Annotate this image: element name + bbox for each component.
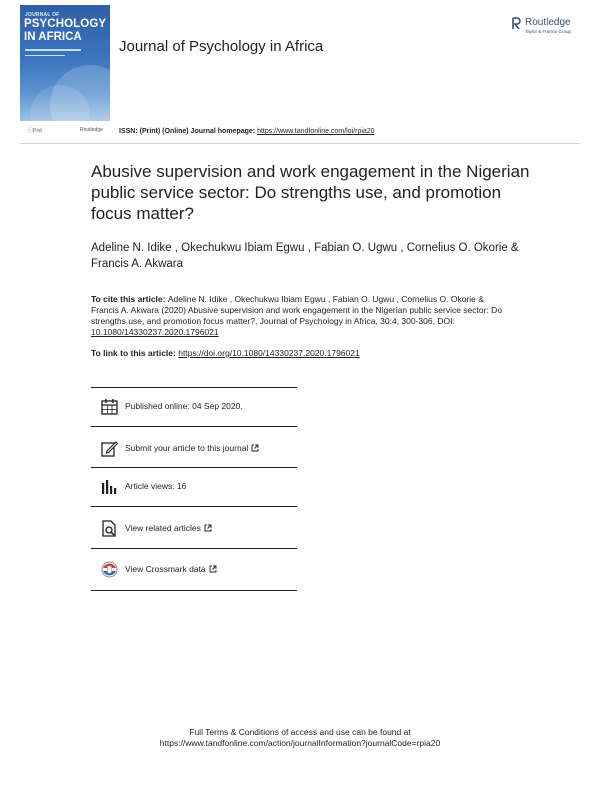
issn-label: ISSN: (Print) (Online) Journal homepage: <box>119 128 258 135</box>
publisher-name: Routledge <box>525 17 571 28</box>
article-link-line <box>91 348 360 358</box>
info-divider <box>91 548 297 549</box>
submit-article-row[interactable] <box>100 437 259 459</box>
cover-journal-of: JOURNAL OF <box>25 12 60 18</box>
crossmark-row[interactable] <box>100 558 217 580</box>
journal-homepage-link[interactable]: https://www.tandfonline.com/loi/rpia20 <box>257 128 375 135</box>
cover-rule <box>25 55 65 56</box>
terms-footer <box>0 727 600 749</box>
citation-text: Adeline N. Idike , Okechukwu Ibiam Egwu , Fabian O. Ugwu , Cornelius O. Okorie & Francis A. Akwara (2020) Abusive supervision and work engagement in the Nigerian public service sector: Do strengths use, and promotion focus matter?, Journal of Psychology in Africa, 30:4, 300-306, DOI: <box>91 294 503 326</box>
crossmark-icon <box>100 560 118 578</box>
cover-logo-left: ⓒPsd <box>28 128 42 134</box>
related-articles-row[interactable] <box>100 517 212 539</box>
edit-icon <box>100 439 118 457</box>
citation-block <box>91 294 511 338</box>
bar-chart-icon <box>100 477 118 495</box>
published-date: Published online: 04 Sep 2020. <box>125 401 243 411</box>
info-divider <box>91 426 297 427</box>
journal-cover-image <box>20 5 110 121</box>
footer-terms-link[interactable]: https://www.tandfonline.com/action/journalInformation?journalCode=rpia20 <box>159 738 441 748</box>
external-link-icon <box>209 565 217 573</box>
info-divider <box>91 387 297 388</box>
external-link-icon <box>204 524 212 532</box>
calendar-icon <box>100 397 118 415</box>
journal-title: Journal of Psychology in Africa <box>119 38 324 55</box>
cover-rule <box>25 49 81 51</box>
article-doi-url[interactable]: https://doi.org/10.1080/14330237.2020.1796021 <box>178 348 360 358</box>
article-title: Abusive supervision and work engagement in the Nigerian public service sector: Do strengths use, and promotion focus matter? <box>91 162 530 223</box>
article-views-row <box>100 475 186 497</box>
link-label: To link to this article: <box>91 348 179 358</box>
submit-article-link[interactable]: Submit your article to this journal <box>125 443 249 453</box>
article-views: Article views: 16 <box>125 481 187 491</box>
issn-line <box>119 128 375 135</box>
info-divider <box>91 467 297 468</box>
info-divider <box>91 506 297 507</box>
cover-title-line1: PSYCHOLOGY <box>24 18 107 30</box>
document-search-icon <box>100 519 118 537</box>
routledge-icon <box>512 17 521 30</box>
crossmark-link[interactable]: View Crossmark data <box>125 564 206 574</box>
header-divider <box>20 143 580 144</box>
info-divider <box>91 590 297 591</box>
related-articles-link[interactable]: View related articles <box>125 523 201 533</box>
footer-line1: Full Terms & Conditions of access and use can be found at <box>189 727 411 737</box>
cover-logo-right: Routledge <box>80 127 103 133</box>
cover-title-line2: IN AFRICA <box>24 31 82 43</box>
published-row <box>100 395 243 417</box>
citation-label: To cite this article: <box>91 294 168 304</box>
publisher-sub: Taylor & Francis Group <box>525 29 572 34</box>
external-link-icon <box>251 444 259 452</box>
doi-link[interactable]: 10.1080/14330237.2020.1796021 <box>91 327 219 337</box>
article-authors: Adeline N. Idike , Okechukwu Ibiam Egwu , Fabian O. Ugwu , Cornelius O. Okorie & Francis A. Akwara <box>91 242 519 270</box>
